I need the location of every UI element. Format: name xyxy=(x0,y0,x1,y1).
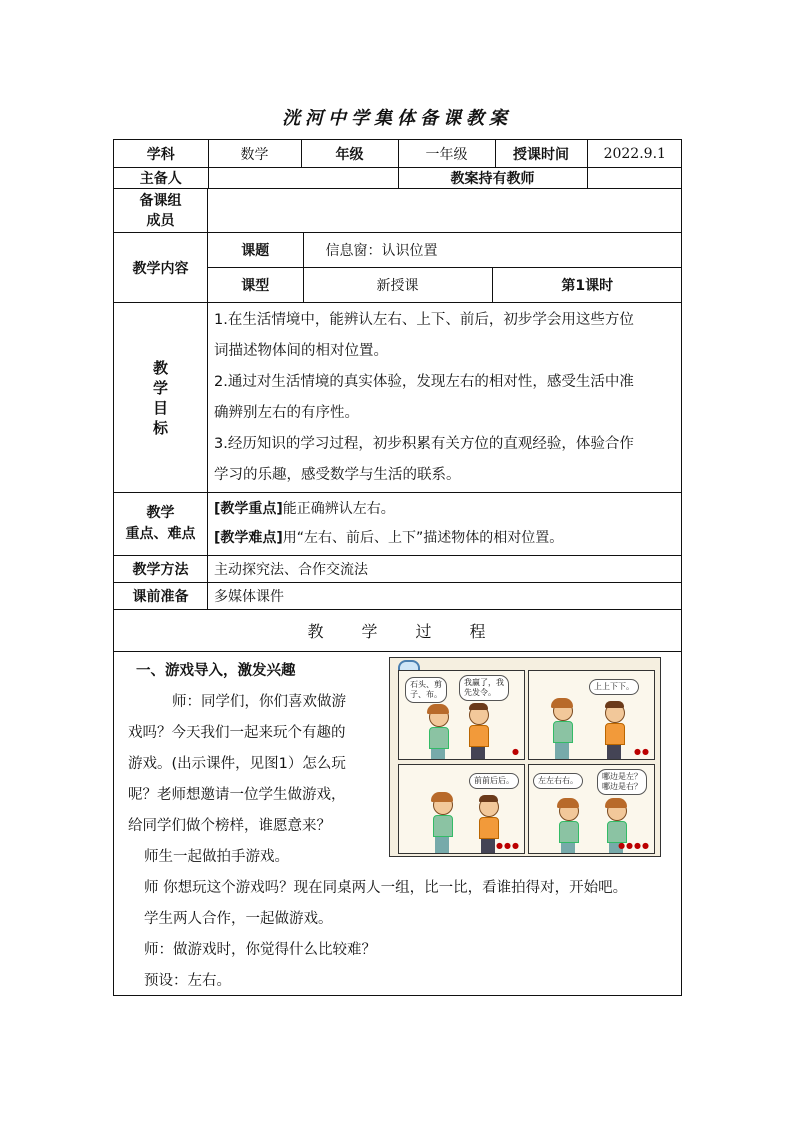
members-label-text: 备课组成员 xyxy=(139,192,182,229)
objectives-label xyxy=(114,303,208,493)
prep-label: 课前准备 xyxy=(114,583,208,610)
topic-label: 课题 xyxy=(208,233,303,267)
keypoints-label-line2: 重点、难点 xyxy=(125,526,196,542)
subject-label: 学科 xyxy=(114,140,208,167)
panel-number-dots: ●●● xyxy=(496,841,520,850)
objectives-label-char: 标 xyxy=(152,418,168,437)
speech-bubble: 哪边是左？ 哪边是右？ xyxy=(597,769,647,795)
period-value: 第1课时 xyxy=(492,267,682,302)
difficulty-text: 用“左右、前后、上下”描述物体的相对位置。 xyxy=(282,530,564,546)
process-line: 给同学们做个榜样，谁愿意来？ xyxy=(128,818,331,834)
comic-panel-1 xyxy=(398,670,525,760)
method-label: 教学方法 xyxy=(114,556,208,583)
process-line: 师：做游戏时，你觉得什么比较难？ xyxy=(144,942,376,958)
speech-bubble: 前前后后。 xyxy=(469,773,519,789)
objective-line: 确辨别左右的有序性。 xyxy=(214,404,359,421)
objectives-label-char: 目 xyxy=(152,398,168,417)
content-subtable xyxy=(208,233,682,302)
preparer-value xyxy=(208,168,398,188)
comic-panel-3 xyxy=(398,764,525,854)
process-line: 戏吗？今天我们一起来玩个有趣的 xyxy=(128,725,346,741)
grade-value: 一年级 xyxy=(398,140,495,167)
boy-figure xyxy=(469,705,489,760)
speech-bubble: 左左右右。 xyxy=(533,773,583,789)
members-label xyxy=(114,189,208,233)
panel-number-dots: ● xyxy=(512,747,520,756)
process-line: 师 你想玩这个游戏吗？现在同桌两人一组，比一比，看谁拍得对，开始吧。 xyxy=(144,880,628,896)
preparer-row xyxy=(114,168,682,188)
speech-bubble: 上上下下。 xyxy=(589,679,639,695)
key-tag: [教学重点] xyxy=(214,501,283,517)
speech-bubble: 石头、剪 子、布。 xyxy=(405,677,447,703)
objective-line: 学习的乐趣，感受数学与生活的联系。 xyxy=(214,466,461,483)
method-text: 主动探究法、合作交流法 xyxy=(208,556,682,583)
panel-number-dots: ●●●● xyxy=(618,841,650,850)
process-line: 游戏。(出示课件，见图1）怎么玩 xyxy=(128,756,346,772)
objectives-label-char: 教 xyxy=(152,358,168,377)
content-label: 教学内容 xyxy=(114,233,208,303)
process-body xyxy=(114,652,682,996)
girl-figure xyxy=(429,707,449,760)
members-value xyxy=(208,189,682,233)
time-label: 授课时间 xyxy=(495,140,587,167)
keypoints-label xyxy=(114,493,208,556)
section-title: 一、游戏导入，激发兴趣 xyxy=(136,663,296,679)
type-value: 新授课 xyxy=(303,267,492,302)
process-line: 师生一起做拍手游戏。 xyxy=(144,849,289,865)
keypoints-label-line1: 教学 xyxy=(146,505,175,521)
preparer-label: 主备人 xyxy=(114,168,208,188)
time-value: 2022.9.1 xyxy=(587,140,682,167)
holder-label: 教案持有教师 xyxy=(398,168,587,188)
process-line: 学生两人合作，一起做游戏。 xyxy=(144,911,333,927)
header-row xyxy=(114,140,682,167)
comic-panel-2 xyxy=(528,670,655,760)
subject-value: 数学 xyxy=(208,140,301,167)
holder-value xyxy=(587,168,682,188)
girl-figure xyxy=(433,795,453,853)
topic-value: 信息窗：认识位置 xyxy=(303,233,682,267)
lesson-plan-table xyxy=(113,139,682,996)
objective-line: 词描述物体间的相对位置。 xyxy=(214,342,388,359)
girl-figure xyxy=(559,801,579,854)
process-line: 师：同学们，你们喜欢做游 xyxy=(172,694,346,710)
objective-line: 2.通过对生活情境的真实体验，发现左右的相对性，感受生活中准 xyxy=(214,373,634,390)
difficulty-tag: [教学难点] xyxy=(214,530,283,546)
key-text: 能正确辨认左右。 xyxy=(282,501,395,517)
prep-text: 多媒体课件 xyxy=(208,583,682,610)
objective-line: 3.经历知识的学习过程，初步积累有关方位的直观经验，体验合作 xyxy=(214,435,634,452)
comic-illustration xyxy=(389,657,661,857)
boy-figure xyxy=(605,703,625,760)
process-heading: 教 学 过 程 xyxy=(114,610,682,652)
objectives-label-char: 学 xyxy=(152,378,168,397)
grade-label: 年级 xyxy=(301,140,398,167)
speech-bubble: 我赢了，我 先发令。 xyxy=(459,675,509,701)
girl-figure xyxy=(553,701,573,759)
process-line: 预设：左右。 xyxy=(144,973,231,989)
comic-panel-4 xyxy=(528,764,655,854)
panel-number-dots: ●● xyxy=(634,747,650,756)
objectives-text xyxy=(208,303,682,493)
keypoints-text xyxy=(208,493,682,556)
page-title: 洸河中学集体备课教案 xyxy=(282,108,512,129)
objective-line: 1.在生活情境中，能辨认左右、上下、前后，初步学会用这些方位 xyxy=(214,311,634,328)
type-label: 课型 xyxy=(208,267,303,302)
process-line: 呢？老师想邀请一位学生做游戏， xyxy=(128,787,346,803)
